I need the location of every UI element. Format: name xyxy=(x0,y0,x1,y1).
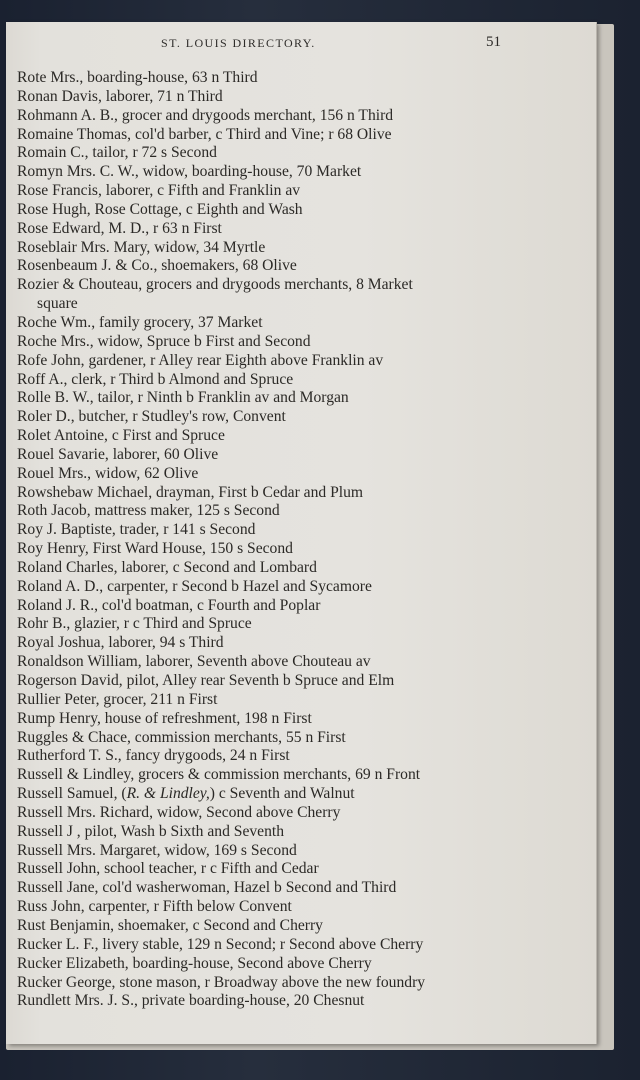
directory-entry xyxy=(6,747,596,766)
entry-text: Roland A. D., carpenter, r Second b Hazel and Sycamore xyxy=(17,577,372,595)
entry-text: Rogerson David, pilot, Alley rear Seventh b Spruce and Elm xyxy=(17,672,395,689)
entry-text: Ronan Davis, laborer, 71 n Third xyxy=(17,87,223,105)
entry-text: Roler D., butcher, r Studley's row, Convent xyxy=(17,408,286,426)
directory-entries xyxy=(6,69,596,1011)
entry-text: Ronaldson William, laborer, Seventh above Chouteau av xyxy=(17,653,371,671)
directory-entry xyxy=(6,634,596,653)
entry-text: Rose Edward, M. D., r 63 n First xyxy=(17,219,222,237)
entry-text: Roth Jacob, mattress maker, 125 s Second xyxy=(17,502,280,520)
directory-entry xyxy=(6,446,596,465)
directory-entry xyxy=(6,672,596,691)
directory-entry xyxy=(6,785,596,804)
entry-text: Rump Henry, house of refreshment, 198 n First xyxy=(17,709,312,727)
entry-text: Rucker George, stone mason, r Broadway above the new foundry xyxy=(17,973,426,991)
entry-text: Rundlett Mrs. J. S., private boarding-house, 20 Chesnut xyxy=(17,992,365,1010)
entry-text: Rolet Antoine, c First and Spruce xyxy=(17,427,225,445)
entry-text: Roland Charles, laborer, c Second and Lombard xyxy=(17,558,317,576)
entry-text: Rucker Elizabeth, boarding-house, Second above Cherry xyxy=(17,954,372,972)
directory-entry xyxy=(6,974,596,993)
directory-entry xyxy=(6,314,596,333)
entry-text: Roche Mrs., widow, Spruce b First and Second xyxy=(17,332,311,350)
directory-entry xyxy=(6,69,596,88)
directory-entry xyxy=(6,653,596,672)
running-head: ST. LOUIS DIRECTORY. xyxy=(161,36,316,50)
directory-entry xyxy=(6,578,596,597)
directory-entry xyxy=(6,126,596,145)
directory-entry xyxy=(6,352,596,371)
directory-entry xyxy=(6,729,596,748)
entry-text: Rofe John, gardener, r Alley rear Eighth above Franklin av xyxy=(17,351,384,369)
directory-entry xyxy=(6,201,596,220)
entry-text: Russell J , pilot, Wash b Sixth and Seventh xyxy=(17,822,285,840)
entry-text: Rucker L. F., livery stable, 129 n Second; r Second above Cherry xyxy=(17,935,424,953)
entry-text: Romain C., tailor, r 72 s Second xyxy=(17,144,217,162)
directory-entry xyxy=(6,182,596,201)
directory-entry xyxy=(6,917,596,936)
entry-text: ) c Seventh and Walnut xyxy=(209,785,355,803)
entry-firm-italic: R. & Lindley, xyxy=(126,785,210,803)
directory-entry xyxy=(6,766,596,785)
directory-entry xyxy=(6,408,596,427)
entry-text: Rote Mrs., boarding-house, 63 n Third xyxy=(17,69,258,86)
directory-entry xyxy=(6,163,596,182)
entry-text: Rose Hugh, Rose Cottage, c Eighth and Wash xyxy=(17,200,303,218)
entry-text: Rohmann A. B., grocer and drygoods merchant, 156 n Third xyxy=(17,106,394,124)
entry-text: Russell & Lindley, grocers & commission merchants, 69 n Front xyxy=(17,766,421,784)
directory-entry xyxy=(6,257,596,276)
entry-text: Romyn Mrs. C. W., widow, boarding-house, 70 Market xyxy=(17,163,362,181)
entry-text: Rutherford T. S., fancy drygoods, 24 n First xyxy=(17,747,290,765)
entry-text: Roff A., clerk, r Third b Almond and Spruce xyxy=(17,370,294,388)
directory-entry xyxy=(6,502,596,521)
directory-entry xyxy=(6,955,596,974)
directory-entry xyxy=(6,333,596,352)
directory-entry xyxy=(6,144,596,163)
entry-continuation: square xyxy=(37,295,78,313)
entry-text: Rose Francis, laborer, c Fifth and Franklin av xyxy=(17,182,301,200)
directory-entry xyxy=(6,427,596,446)
directory-entry xyxy=(6,992,596,1011)
directory-entry xyxy=(6,597,596,616)
directory-page xyxy=(6,22,596,1044)
directory-entry xyxy=(6,521,596,540)
directory-entry xyxy=(6,559,596,578)
entry-text: Rohr B., glazier, r c Third and Spruce xyxy=(17,615,252,633)
directory-entry xyxy=(6,898,596,917)
directory-entry xyxy=(6,276,596,314)
entry-text: Roseblair Mrs. Mary, widow, 34 Myrtle xyxy=(17,238,266,256)
directory-entry xyxy=(6,88,596,107)
directory-entry xyxy=(6,842,596,861)
entry-text: Russell Mrs. Margaret, widow, 169 s Second xyxy=(17,841,297,859)
entry-text: Rolle B. W., tailor, r Ninth b Franklin av and Morgan xyxy=(17,389,349,407)
directory-entry xyxy=(6,710,596,729)
entry-text: Russell Samuel, ( xyxy=(17,785,127,803)
entry-text: Roland J. R., col'd boatman, c Fourth and Poplar xyxy=(17,596,321,614)
entry-text: Rozier & Chouteau, grocers and drygoods merchants, 8 Market xyxy=(17,276,413,294)
entry-text: Ruggles & Chace, commission merchants, 55 n First xyxy=(17,728,346,746)
directory-entry xyxy=(6,389,596,408)
entry-text: Russell Mrs. Richard, widow, Second above Cherry xyxy=(17,803,341,821)
directory-entry xyxy=(6,691,596,710)
entry-text: Rouel Savarie, laborer, 60 Olive xyxy=(17,445,219,463)
entry-text: Romaine Thomas, col'd barber, c Third and Vine; r 68 Olive xyxy=(17,125,392,143)
directory-entry xyxy=(6,465,596,484)
page-number: 51 xyxy=(486,34,501,50)
directory-entry xyxy=(6,239,596,258)
entry-text: Rosenbeaum J. & Co., shoemakers, 68 Olive xyxy=(17,257,297,275)
entry-text: Roy J. Baptiste, trader, r 141 s Second xyxy=(17,521,256,539)
directory-entry xyxy=(6,540,596,559)
directory-entry xyxy=(6,220,596,239)
directory-entry xyxy=(6,107,596,126)
entry-text: Rullier Peter, grocer, 211 n First xyxy=(17,690,218,708)
directory-entry xyxy=(6,615,596,634)
directory-entry xyxy=(6,879,596,898)
entry-text: Rowshebaw Michael, drayman, First b Cedar and Plum xyxy=(17,483,364,501)
entry-text: Roche Wm., family grocery, 37 Market xyxy=(17,313,263,331)
entry-text: Roy Henry, First Ward House, 150 s Second xyxy=(17,540,293,558)
directory-entry xyxy=(6,484,596,503)
entry-text: Rust Benjamin, shoemaker, c Second and Cherry xyxy=(17,916,323,934)
entry-text: Russ John, carpenter, r Fifth below Convent xyxy=(17,898,292,916)
page-header xyxy=(6,36,596,56)
directory-entry xyxy=(6,371,596,390)
directory-entry xyxy=(6,804,596,823)
entry-text: Russell Jane, col'd washerwoman, Hazel b Second and Third xyxy=(17,879,397,897)
directory-entry xyxy=(6,936,596,955)
entry-text: Rouel Mrs., widow, 62 Olive xyxy=(17,464,199,482)
directory-entry xyxy=(6,860,596,879)
directory-entry xyxy=(6,823,596,842)
entry-text: Russell John, school teacher, r c Fifth and Cedar xyxy=(17,860,319,878)
entry-text: Royal Joshua, laborer, 94 s Third xyxy=(17,634,224,652)
